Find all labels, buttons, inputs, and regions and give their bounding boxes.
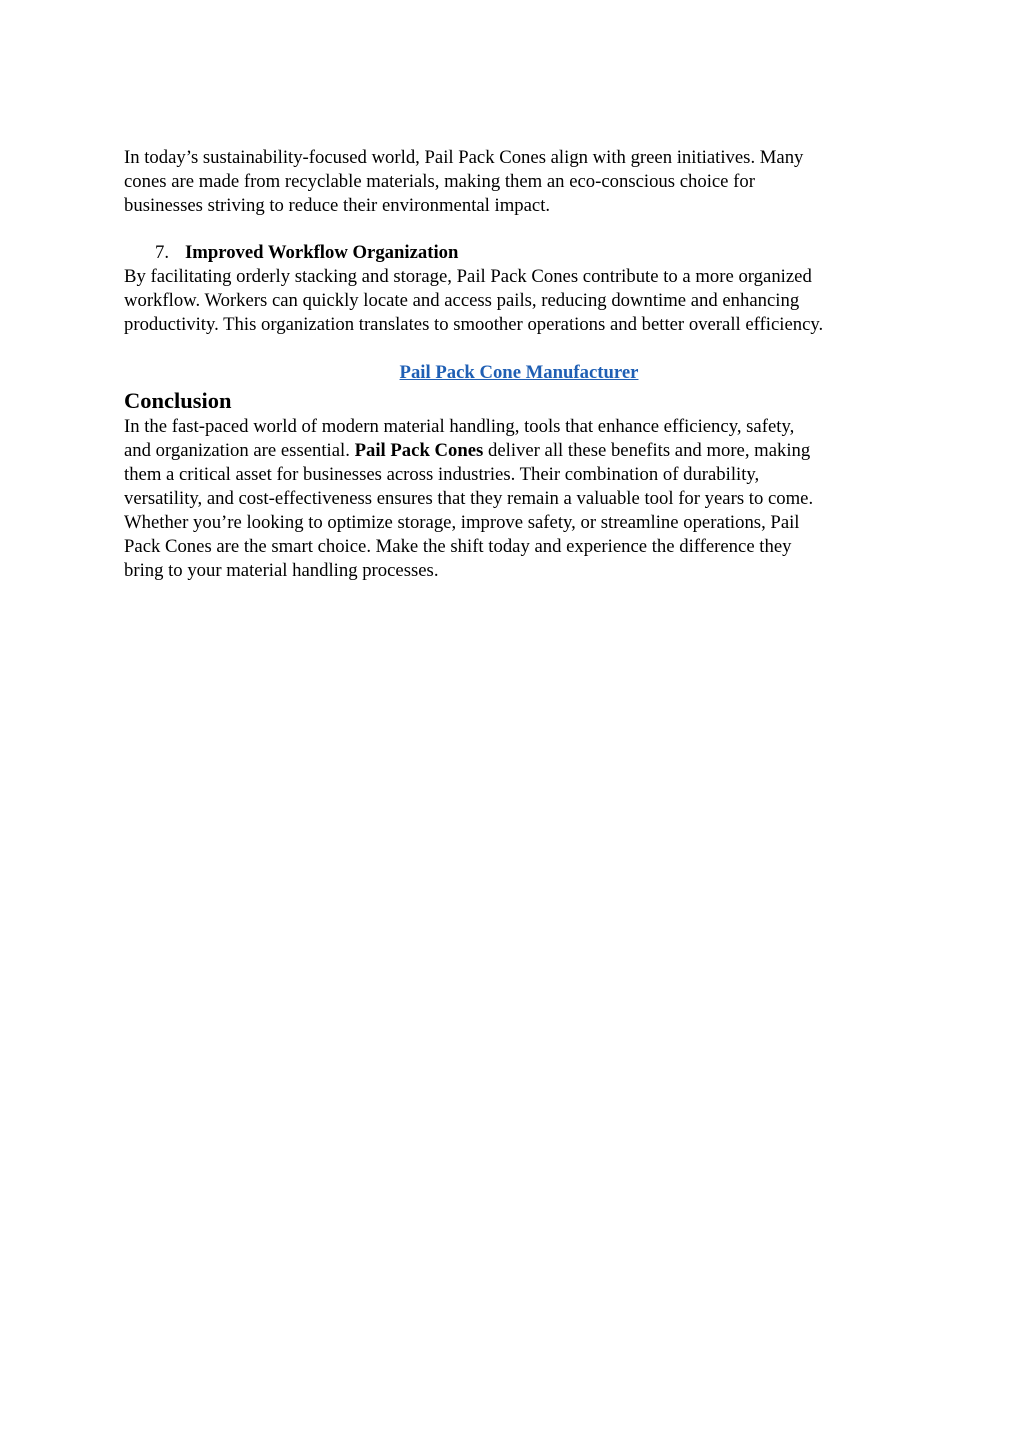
text-line: workflow. Workers can quickly locate and access pails, reducing downtime and enhancing [124,290,800,311]
text-line: productivity. This organization translates to smoother operations and better overall efficiency. [124,314,824,335]
numbered-heading-item [124,241,914,265]
document-content [124,146,914,583]
workflow-paragraph [124,265,914,337]
text-line: versatility, and cost-effectiveness ensures that they remain a valuable tool for years to come. [124,488,814,509]
bold-product-name: Pail Pack Cones [354,440,484,461]
list-number: 7. [155,242,170,263]
text-line: bring to your material handling processes. [124,560,439,581]
text-line: Pack Cones are the smart choice. Make the shift today and experience the difference they [124,536,792,557]
list-item-title: Improved Workflow Organization [185,242,459,263]
text-line: In the fast-paced world of modern material handling, tools that enhance efficiency, safety, [124,416,795,437]
text-line: By facilitating orderly stacking and storage, Pail Pack Cones contribute to a more organized [124,266,812,287]
manufacturer-link[interactable]: Pail Pack Cone Manufacturer [399,362,639,383]
text-line: them a critical asset for businesses across industries. Their combination of durability, [124,464,760,485]
text-line: businesses striving to reduce their environmental impact. [124,195,551,216]
conclusion-paragraph [124,415,914,583]
text-fragment: and organization are essential. [124,440,355,461]
text-line: Whether you’re looking to optimize storage, improve safety, or streamline operations, Pail [124,512,800,533]
conclusion-heading: Conclusion [124,388,232,413]
text-fragment: deliver all these benefits and more, making [483,440,811,461]
link-row [124,361,914,385]
intro-paragraph [124,146,914,218]
text-line: In today’s sustainability-focused world, Pail Pack Cones align with green initiatives. Many [124,147,804,168]
text-line: cones are made from recyclable materials, making them an eco-conscious choice for [124,171,755,192]
